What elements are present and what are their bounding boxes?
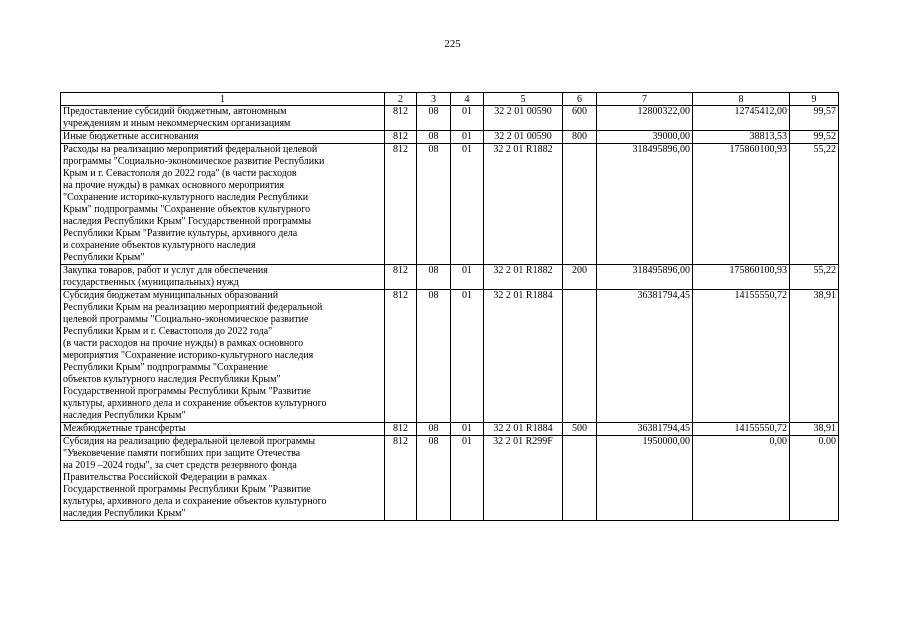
- row-rz: 08: [417, 265, 451, 290]
- row-ved: 812: [385, 131, 417, 144]
- row-pct: 55,22: [790, 144, 839, 265]
- row-csr: 32 2 01 R1884: [484, 290, 563, 423]
- header-col-1: 1: [61, 93, 385, 106]
- row-ved: 812: [385, 106, 417, 131]
- row-pct: 55,22: [790, 265, 839, 290]
- row-csr: 32 2 01 00590: [484, 131, 563, 144]
- row-ved: 812: [385, 423, 417, 436]
- row-vr: 800: [563, 131, 597, 144]
- row-csr: 32 2 01 00590: [484, 106, 563, 131]
- header-col-8: 8: [693, 93, 790, 106]
- row-pr: 01: [451, 436, 484, 521]
- row-pr: 01: [451, 423, 484, 436]
- row-vr: 500: [563, 423, 597, 436]
- row-pr: 01: [451, 131, 484, 144]
- row-exec: 175860100,93: [693, 265, 790, 290]
- row-plan: 39000,00: [597, 131, 693, 144]
- row-rz: 08: [417, 106, 451, 131]
- row-exec: 38813,53: [693, 131, 790, 144]
- row-csr: 32 2 01 R1884: [484, 423, 563, 436]
- row-exec: 14155550,72: [693, 290, 790, 423]
- row-exec: 0,00: [693, 436, 790, 521]
- row-exec: 14155550,72: [693, 423, 790, 436]
- row-pr: 01: [451, 106, 484, 131]
- row-ved: 812: [385, 265, 417, 290]
- row-plan: 36381794,45: [597, 290, 693, 423]
- row-pr: 01: [451, 265, 484, 290]
- header-col-7: 7: [597, 93, 693, 106]
- header-col-3: 3: [417, 93, 451, 106]
- row-plan: 36381794,45: [597, 423, 693, 436]
- header-col-4: 4: [451, 93, 484, 106]
- table-row: [61, 423, 839, 436]
- row-csr: 32 2 01 R1882: [484, 265, 563, 290]
- table-row: [61, 131, 839, 144]
- row-pct: 0.00: [790, 436, 839, 521]
- row-name: Субсидия на реализацию федеральной целевой программы "Увековечение памяти погибших при защите Отечества на 2019 –2024 годы", за счет средств резервного фонда Правительства Российской Федерации в рамках Государственной программы Республики Крым "Развитие культуры, архивного дела и сохранение объектов культурного наследия Республики Крым": [61, 436, 385, 521]
- row-name: Иные бюджетные ассигнования: [61, 131, 385, 144]
- row-pct: 38,91: [790, 423, 839, 436]
- table-row: [61, 290, 839, 423]
- row-vr: [563, 144, 597, 265]
- row-vr: 600: [563, 106, 597, 131]
- row-pr: 01: [451, 290, 484, 423]
- row-name: Межбюджетные трансферты: [61, 423, 385, 436]
- table-row: [61, 144, 839, 265]
- row-plan: 1950000,00: [597, 436, 693, 521]
- table-row: [61, 106, 839, 131]
- row-ved: 812: [385, 436, 417, 521]
- row-name: Закупка товаров, работ и услуг для обеспечения государственных (муниципальных) нужд: [61, 265, 385, 290]
- row-vr: 200: [563, 265, 597, 290]
- row-csr: 32 2 01 R1882: [484, 144, 563, 265]
- row-rz: 08: [417, 423, 451, 436]
- row-pct: 99,52: [790, 131, 839, 144]
- row-exec: 175860100,93: [693, 144, 790, 265]
- header-col-5: 5: [484, 93, 563, 106]
- header-col-6: 6: [563, 93, 597, 106]
- row-vr: [563, 436, 597, 521]
- row-exec: 12745412,00: [693, 106, 790, 131]
- table-row: [61, 436, 839, 521]
- row-csr: 32 2 01 R299F: [484, 436, 563, 521]
- header-col-2: 2: [385, 93, 417, 106]
- row-ved: 812: [385, 290, 417, 423]
- row-pct: 38,91: [790, 290, 839, 423]
- page-number: 225: [444, 38, 461, 50]
- row-rz: 08: [417, 144, 451, 265]
- row-vr: [563, 290, 597, 423]
- row-rz: 08: [417, 436, 451, 521]
- row-plan: 318495896,00: [597, 265, 693, 290]
- row-plan: 318495896,00: [597, 144, 693, 265]
- row-name: Расходы на реализацию мероприятий федеральной целевой программы "Социально-экономическое развитие Республики Крым и г. Севастополя до 2022 года" (в части расходов на прочие нужды) в рамках основного мероприятия "Сохранение историко-культурного наследия Республики Крым" подпрограммы "Сохранение объектов культурного наследия Республики Крым" Государственной программы Республики Крым "Развитие культуры, архивного дела и сохранение объектов культурного наследия Республики Крым": [61, 144, 385, 265]
- row-plan: 12800322,00: [597, 106, 693, 131]
- row-rz: 08: [417, 131, 451, 144]
- row-pct: 99,57: [790, 106, 839, 131]
- row-name: Предоставление субсидий бюджетным, автономным учреждениям и иным некоммерческим организациям: [61, 106, 385, 131]
- budget-table: [60, 92, 839, 521]
- row-ved: 812: [385, 144, 417, 265]
- table-row: [61, 265, 839, 290]
- row-pr: 01: [451, 144, 484, 265]
- header-row: [61, 93, 839, 106]
- row-rz: 08: [417, 290, 451, 423]
- row-name: Субсидия бюджетам муниципальных образований Республики Крым на реализацию мероприятий федеральной целевой программы "Социально-экономическое развитие Республики Крым и г. Севастополя до 2022 года" (в части расходов на прочие нужды) в рамках основного мероприятия "Сохранение историко-культурного наследия Республики Крым" подпрограммы "Сохранение объектов культурного наследия Республики Крым" Государственной программы Республики Крым "Развитие культуры, архивного дела и сохранение объектов культурного наследия Республики Крым": [61, 290, 385, 423]
- header-col-9: 9: [790, 93, 839, 106]
